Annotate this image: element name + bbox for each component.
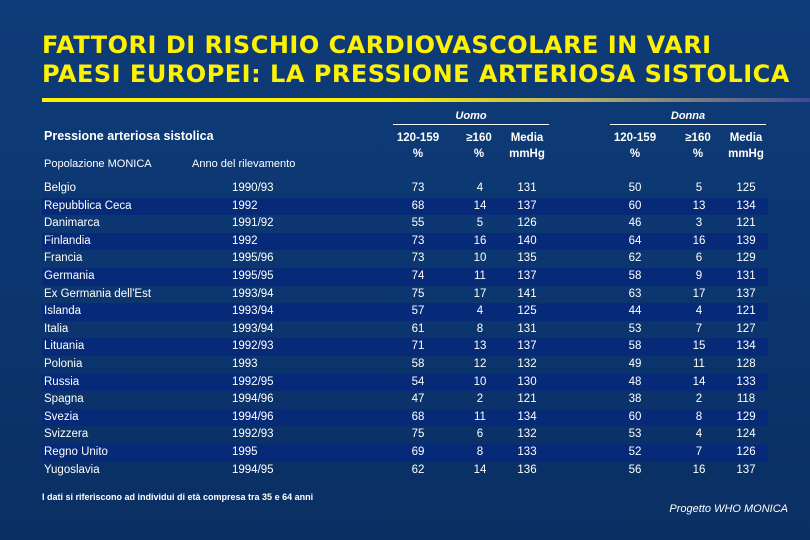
year-cell: 1993: [232, 357, 258, 370]
uomo-media-cell: 141: [517, 287, 537, 300]
header-donna-high-unit: %: [692, 148, 704, 160]
donna-high-cell: 14: [692, 375, 706, 388]
uomo-high-cell: 4: [476, 182, 484, 194]
year-cell: 1992: [232, 234, 258, 247]
header-uomo-high-label: ≥160: [466, 132, 492, 144]
donna-range-cell: 53: [628, 428, 642, 441]
year-cell: 1991/92: [232, 217, 274, 230]
uomo-media-cell: 136: [517, 463, 537, 476]
country-cell: Regno Unito: [44, 445, 108, 458]
donna-range-cell: 38: [628, 393, 642, 406]
donna-high-cell: 4: [695, 428, 703, 441]
country-cell: Spagna: [44, 393, 84, 406]
header-donna-media-unit: mmHg: [728, 148, 764, 160]
footnote: I dati si riferiscono ad individui di età compresa tra 35 e 64 anni: [42, 492, 314, 502]
donna-high-cell: 2: [695, 393, 703, 406]
donna-range-cell: 60: [628, 199, 642, 212]
donna-media-cell: 131: [736, 269, 756, 282]
donna-media-cell: 137: [736, 463, 756, 476]
uomo-high-cell: 14: [473, 199, 487, 212]
table-row: [42, 338, 768, 356]
table-row: [42, 286, 768, 304]
table-row: [42, 374, 768, 392]
country-cell: Danimarca: [44, 217, 100, 230]
uomo-range-cell: 68: [411, 410, 425, 423]
title-divider: [42, 98, 810, 102]
donna-high-cell: 4: [695, 305, 703, 318]
uomo-range-cell: 71: [411, 340, 425, 353]
data-table-body: [42, 180, 768, 479]
uomo-media-cell: 134: [517, 410, 537, 423]
donna-high-cell: 3: [695, 217, 703, 230]
year-label: Anno del rilevamento: [192, 158, 296, 170]
donna-high-cell: 17: [692, 287, 706, 300]
year-cell: 1993/94: [232, 287, 274, 300]
year-cell: 1993/94: [232, 305, 274, 318]
header-uomo-media-unit: mmHg: [509, 148, 545, 160]
uomo-range-cell: 68: [411, 199, 425, 212]
donna-range-cell: 52: [628, 445, 642, 458]
uomo-high-cell: 6: [476, 428, 484, 441]
donna-media-cell: 134: [736, 340, 756, 353]
title-line-2: PAESI EUROPEI: LA PRESSIONE ARTERIOSA SISTOLICA: [42, 60, 790, 88]
donna-high-cell: 8: [695, 410, 703, 423]
uomo-high-cell: 10: [473, 252, 487, 265]
donna-range-cell: 58: [628, 269, 642, 282]
header-donna-media-label: Media: [729, 132, 763, 144]
country-cell: Svezia: [44, 410, 79, 423]
donna-high-cell: 6: [695, 252, 703, 265]
year-cell: 1994/96: [232, 410, 274, 423]
uomo-media-cell: 135: [517, 252, 537, 265]
uomo-media-cell: 131: [517, 322, 537, 335]
uomo-high-cell: 11: [474, 410, 486, 423]
table-row: [42, 250, 768, 268]
donna-high-cell: 13: [692, 199, 706, 212]
donna-high-cell: 11: [693, 357, 705, 370]
donna-range-cell: 46: [628, 217, 642, 230]
donna-range-cell: 50: [628, 182, 642, 194]
country-cell: Finlandia: [44, 234, 91, 247]
table-row: [42, 180, 768, 198]
uomo-media-cell: 132: [517, 428, 537, 441]
table-row: [42, 268, 768, 286]
year-cell: 1994/96: [232, 393, 274, 406]
title-line-1: FATTORI DI RISCHIO CARDIOVASCOLARE IN VARI: [42, 31, 712, 59]
year-cell: 1992/93: [232, 428, 274, 441]
donna-range-cell: 44: [628, 305, 642, 318]
country-cell: Russia: [44, 375, 80, 388]
uomo-high-cell: 10: [473, 375, 487, 388]
header-uomo-high-unit: %: [473, 148, 485, 160]
group-label-uomo: Uomo: [455, 110, 487, 122]
uomo-high-cell: 4: [476, 305, 484, 318]
uomo-high-cell: 16: [473, 234, 487, 247]
donna-high-cell: 7: [695, 445, 703, 458]
donna-high-cell: 16: [692, 463, 706, 476]
header-uomo-media: [502, 130, 552, 162]
donna-high-cell: 5: [695, 182, 703, 194]
uomo-range-cell: 62: [411, 463, 425, 476]
header-donna-high-label: ≥160: [685, 132, 711, 144]
donna-media-cell: 134: [736, 199, 756, 212]
country-cell: Lituania: [44, 340, 85, 353]
donna-media-cell: 125: [736, 182, 756, 194]
country-cell: Ex Germania dell'Est: [44, 287, 152, 300]
group-label-donna: Donna: [670, 110, 706, 122]
donna-media-cell: 121: [736, 305, 756, 318]
donna-media-cell: 133: [736, 375, 756, 388]
table-row: [42, 356, 768, 374]
donna-media-cell: 121: [736, 217, 756, 230]
header-donna-high: [675, 130, 721, 162]
donna-range-cell: 60: [628, 410, 642, 423]
population-label: Popolazione MONICA: [44, 158, 152, 170]
table-row: [42, 321, 768, 339]
donna-range-cell: 64: [628, 234, 642, 247]
uomo-range-cell: 47: [411, 393, 425, 406]
donna-range-cell: 58: [628, 340, 642, 353]
table-row: [42, 409, 768, 427]
uomo-range-cell: 75: [411, 287, 425, 300]
uomo-high-cell: 8: [476, 445, 484, 458]
header-uomo-high: [456, 130, 502, 162]
header-uomo-range: [388, 130, 448, 162]
header-donna-range-unit: %: [629, 148, 641, 160]
uomo-high-cell: 12: [473, 357, 487, 370]
year-cell: 1994/95: [232, 463, 274, 476]
uomo-range-cell: 73: [411, 252, 425, 265]
uomo-media-cell: 131: [517, 182, 537, 194]
table-main-label: Pressione arteriosa sistolica: [44, 129, 214, 143]
page-title: [42, 31, 790, 89]
header-uomo-media-label: Media: [510, 132, 544, 144]
donna-media-cell: 129: [736, 410, 756, 423]
uomo-high-cell: 11: [474, 269, 486, 282]
table-row: [42, 391, 768, 409]
uomo-range-cell: 74: [411, 269, 425, 282]
uomo-range-cell: 57: [411, 305, 425, 318]
year-cell: 1995/96: [232, 252, 274, 265]
uomo-high-cell: 2: [476, 393, 484, 406]
country-cell: Islanda: [44, 305, 82, 318]
header-uomo-range-label: 120-159: [396, 132, 440, 144]
donna-range-cell: 62: [628, 252, 642, 265]
donna-range-cell: 53: [628, 322, 642, 335]
uomo-range-cell: 73: [411, 182, 425, 194]
country-cell: Yugoslavia: [44, 463, 100, 476]
header-donna-range-label: 120-159: [613, 132, 657, 144]
donna-media-cell: 126: [736, 445, 756, 458]
uomo-media-cell: 121: [517, 393, 537, 406]
donna-media-cell: 127: [736, 322, 756, 335]
donna-media-cell: 129: [736, 252, 756, 265]
donna-media-cell: 139: [736, 234, 756, 247]
donna-range-cell: 48: [628, 375, 642, 388]
uomo-media-cell: 132: [517, 357, 537, 370]
country-cell: Germania: [44, 269, 95, 282]
year-cell: 1992/95: [232, 375, 274, 388]
country-cell: Svizzera: [44, 428, 89, 441]
donna-media-cell: 124: [736, 428, 756, 441]
uomo-media-cell: 133: [517, 445, 537, 458]
donna-high-cell: 9: [695, 269, 703, 282]
table-row: [42, 233, 768, 251]
donna-media-cell: 118: [736, 393, 756, 406]
uomo-range-cell: 61: [411, 322, 425, 335]
uomo-high-cell: 13: [473, 340, 487, 353]
uomo-media-cell: 137: [517, 269, 537, 282]
uomo-high-cell: 17: [473, 287, 487, 300]
year-cell: 1995: [232, 445, 258, 458]
uomo-high-cell: 14: [473, 463, 487, 476]
donna-high-cell: 15: [692, 340, 706, 353]
uomo-range-cell: 55: [411, 217, 425, 230]
donna-high-cell: 16: [692, 234, 706, 247]
year-cell: 1993/94: [232, 322, 274, 335]
donna-media-cell: 137: [736, 287, 756, 300]
year-cell: 1992: [232, 199, 258, 212]
uomo-high-cell: 8: [476, 322, 484, 335]
header-donna-media: [721, 130, 771, 162]
uomo-media-cell: 125: [517, 305, 537, 318]
table-row: [42, 444, 768, 462]
uomo-media-cell: 140: [517, 234, 537, 247]
uomo-range-cell: 54: [411, 375, 425, 388]
country-cell: Belgio: [44, 182, 76, 194]
donna-high-cell: 7: [695, 322, 703, 335]
group-underline-donna: [610, 124, 766, 125]
donna-media-cell: 128: [736, 357, 756, 370]
country-cell: Repubblica Ceca: [44, 199, 132, 212]
country-cell: Francia: [44, 252, 83, 265]
table-row: [42, 215, 768, 233]
donna-range-cell: 63: [628, 287, 642, 300]
uomo-range-cell: 73: [411, 234, 425, 247]
header-uomo-range-unit: %: [412, 148, 424, 160]
country-cell: Polonia: [44, 357, 83, 370]
year-cell: 1992/93: [232, 340, 274, 353]
uomo-media-cell: 137: [517, 340, 537, 353]
group-underline-uomo: [393, 124, 549, 125]
uomo-range-cell: 75: [411, 428, 425, 441]
country-cell: Italia: [44, 322, 69, 335]
year-cell: 1990/93: [232, 182, 274, 194]
table-row: [42, 198, 768, 216]
table-row: [42, 462, 768, 480]
uomo-media-cell: 137: [517, 199, 537, 212]
table-row: [42, 426, 768, 444]
donna-range-cell: 49: [628, 357, 642, 370]
project-credit: Progetto WHO MONICA: [669, 503, 788, 515]
uomo-media-cell: 130: [517, 375, 537, 388]
year-cell: 1995/95: [232, 269, 274, 282]
uomo-range-cell: 58: [411, 357, 425, 370]
donna-range-cell: 56: [628, 463, 642, 476]
table-row: [42, 303, 768, 321]
header-donna-range: [605, 130, 665, 162]
uomo-high-cell: 5: [476, 217, 484, 230]
uomo-range-cell: 69: [411, 445, 425, 458]
uomo-media-cell: 126: [517, 217, 537, 230]
